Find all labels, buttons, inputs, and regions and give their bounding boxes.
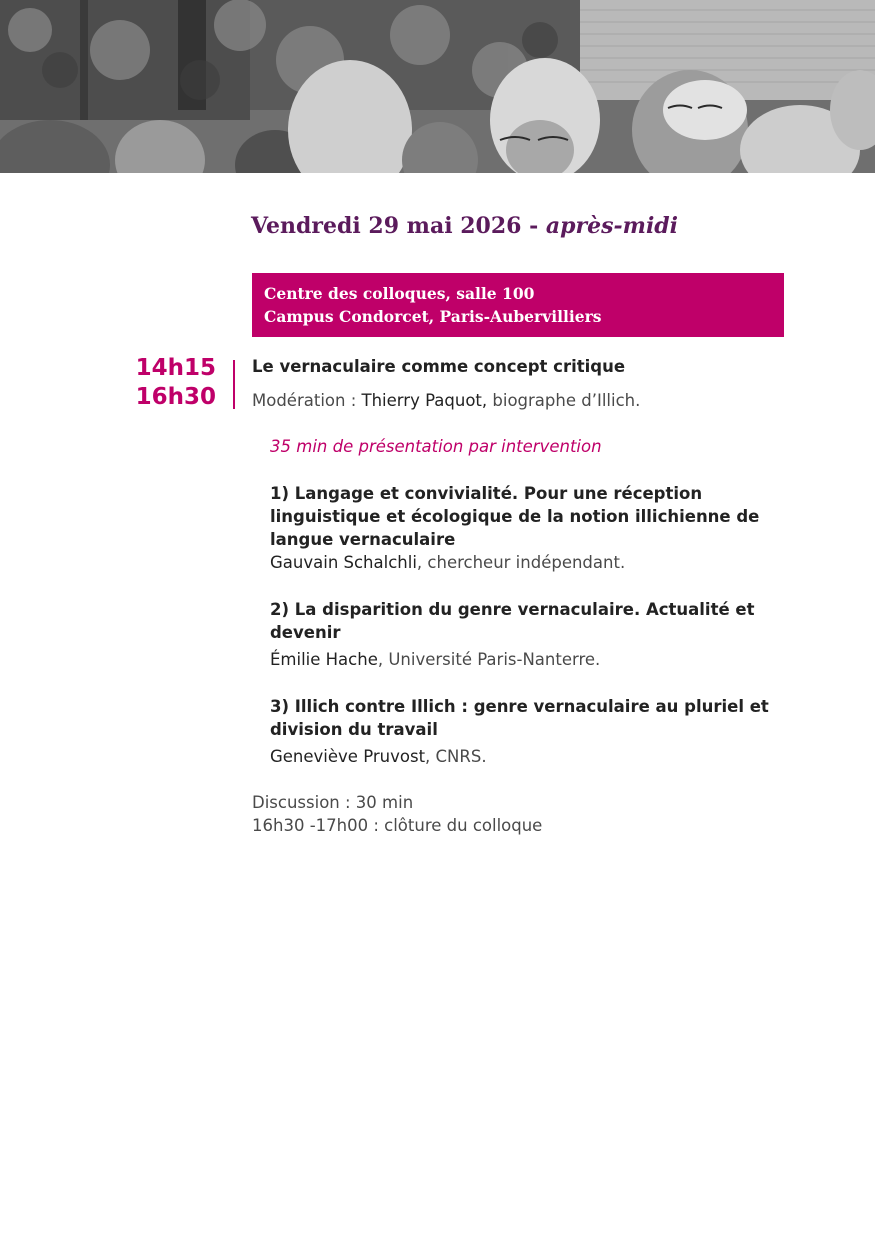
- duration-note: 35 min de présentation par intervention: [270, 437, 602, 456]
- day-half: après-midi: [545, 213, 679, 239]
- speaker-affiliation: , CNRS.: [425, 747, 487, 766]
- session-title: Le vernaculaire comme concept critique: [252, 357, 626, 376]
- day-separator: -: [521, 213, 546, 239]
- speaker-name: Émilie Hache: [270, 650, 378, 669]
- talk-list: [270, 436, 792, 768]
- speaker-affiliation: , chercheur indépendant.: [416, 553, 626, 572]
- session-start-time: 14h15: [135, 355, 216, 381]
- moderator-role: biographe d’Illich.: [487, 391, 641, 410]
- discussion-line: Discussion : 30 min: [252, 793, 414, 812]
- speaker-affiliation: , Université Paris-Nanterre.: [377, 650, 601, 669]
- talk-speaker: [270, 551, 792, 574]
- talk-title: 2) La disparition du genre vernaculaire. Actualité et devenir: [270, 600, 755, 642]
- venue-room: Centre des colloques, salle 100: [264, 284, 535, 303]
- closing-line: 16h30 -17h00 : clôture du colloque: [252, 816, 543, 835]
- day-heading: [251, 213, 678, 239]
- moderator-name: Thierry Paquot,: [361, 391, 488, 410]
- moderation-label: Modération :: [252, 391, 362, 410]
- speaker-name: Geneviève Pruvost: [270, 747, 426, 766]
- talk-speaker: [270, 648, 792, 671]
- talk-speaker: [270, 745, 792, 768]
- talk-item: [270, 482, 792, 574]
- session-block: [252, 356, 792, 837]
- closing-block: [252, 791, 792, 837]
- crowd-photo-icon: [0, 0, 875, 173]
- talk-item: [270, 598, 792, 671]
- session-end-time: 16h30: [135, 384, 216, 410]
- talk-title: 3) Illich contre Illich : genre vernaculaire au pluriel et division du travail: [270, 697, 769, 739]
- venue-box: [252, 273, 784, 337]
- talk-item: [270, 695, 792, 768]
- time-divider: [233, 360, 235, 409]
- session-time: [120, 354, 216, 412]
- speaker-name: Gauvain Schalchli: [270, 553, 417, 572]
- talk-title: 1) Langage et convivialité. Pour une réception linguistique et écologique de la notion illichienne de langue vernaculaire: [270, 484, 760, 549]
- header-photo: [0, 0, 875, 173]
- day-date: Vendredi 29 mai 2026: [251, 213, 522, 239]
- venue-campus: Campus Condorcet, Paris-Aubervilliers: [264, 307, 602, 326]
- moderation-line: [252, 390, 792, 412]
